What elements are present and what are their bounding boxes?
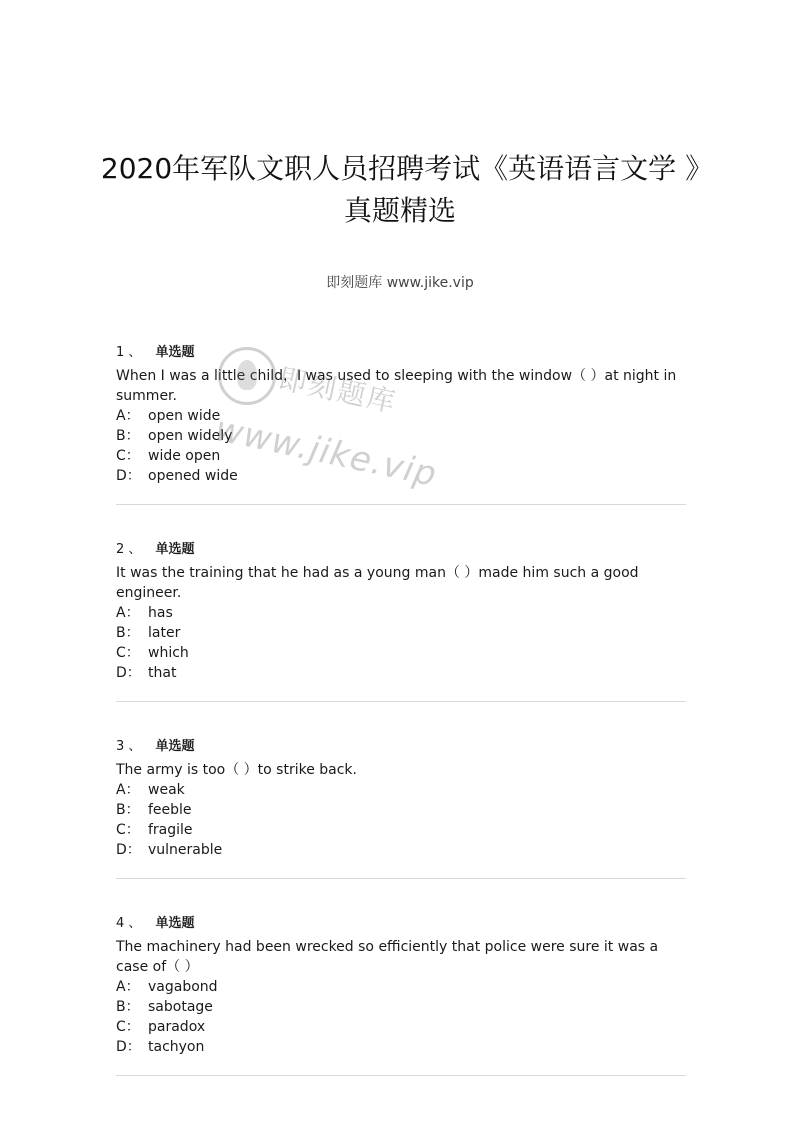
question-stem: The army is too（ ）to strike back.	[116, 762, 357, 778]
option-text: which	[148, 645, 189, 661]
option-letter: B：	[116, 625, 140, 641]
option-text: feeble	[148, 802, 192, 818]
question-type: 单选题	[155, 739, 195, 754]
question-header	[116, 342, 686, 364]
option-b	[116, 623, 686, 643]
option-letter: A：	[116, 605, 140, 621]
question-2	[116, 539, 686, 702]
option-b	[116, 997, 686, 1017]
option-c	[116, 1017, 686, 1037]
question-type: 单选题	[155, 916, 195, 931]
option-text: open widely	[148, 428, 233, 444]
option-text: that	[148, 665, 177, 681]
option-letter: D：	[116, 1039, 141, 1055]
question-stem: It was the training that he had as a young man（ ）made him such a good engineer.	[116, 565, 639, 601]
option-a	[116, 406, 686, 426]
option-text: has	[148, 605, 173, 621]
page-title: 2020年军队文职人员招聘考试《英语语言文学 》真题精选	[100, 152, 700, 227]
question-number: 2 、	[116, 542, 142, 557]
question-number: 3 、	[116, 739, 142, 754]
question-4	[116, 913, 686, 1076]
option-a	[116, 977, 686, 997]
question-type: 单选题	[155, 542, 195, 557]
option-c	[116, 643, 686, 663]
question-3	[116, 736, 686, 879]
question-header	[116, 913, 686, 935]
option-letter: A：	[116, 979, 140, 995]
option-d	[116, 840, 686, 860]
option-letter: C：	[116, 645, 140, 661]
option-d	[116, 466, 686, 486]
question-1	[116, 342, 686, 505]
source-line: 即刻题库 www.jike.vip	[326, 275, 474, 291]
option-letter: B：	[116, 428, 140, 444]
option-d	[116, 663, 686, 683]
question-number: 1 、	[116, 345, 142, 360]
watermark-url: www.jike.vip	[211, 409, 441, 496]
question-stem: When I was a little child，I was used to sleeping with the window（ ）at night in summer.	[116, 368, 677, 404]
option-letter: C：	[116, 822, 140, 838]
question-list	[116, 342, 686, 1110]
option-letter: A：	[116, 408, 140, 424]
option-text: wide open	[148, 448, 221, 464]
option-letter: D：	[116, 665, 141, 681]
option-text: vulnerable	[148, 842, 223, 858]
option-text: weak	[148, 782, 185, 798]
question-type: 单选题	[155, 345, 195, 360]
option-letter: C：	[116, 1019, 140, 1035]
option-letter: B：	[116, 999, 140, 1015]
option-d	[116, 1037, 686, 1057]
option-letter: D：	[116, 468, 141, 484]
option-text: sabotage	[148, 999, 213, 1015]
question-stem: The machinery had been wrecked so efficiently that police were sure it was a case of（ ）	[116, 939, 659, 975]
question-header	[116, 736, 686, 758]
option-a	[116, 603, 686, 623]
option-text: open wide	[148, 408, 221, 424]
option-a	[116, 780, 686, 800]
option-c	[116, 446, 686, 466]
option-text: fragile	[148, 822, 193, 838]
option-text: paradox	[148, 1019, 206, 1035]
question-header	[116, 539, 686, 561]
option-text: later	[148, 625, 181, 641]
option-text: vagabond	[148, 979, 218, 995]
option-letter: A：	[116, 782, 140, 798]
question-number: 4 、	[116, 916, 142, 931]
option-text: tachyon	[148, 1039, 205, 1055]
option-letter: D：	[116, 842, 141, 858]
option-letter: C：	[116, 448, 140, 464]
option-b	[116, 800, 686, 820]
option-text: opened wide	[148, 468, 238, 484]
option-b	[116, 426, 686, 446]
option-letter: B：	[116, 802, 140, 818]
watermark-brand: 即刻题库	[275, 361, 400, 420]
option-c	[116, 820, 686, 840]
